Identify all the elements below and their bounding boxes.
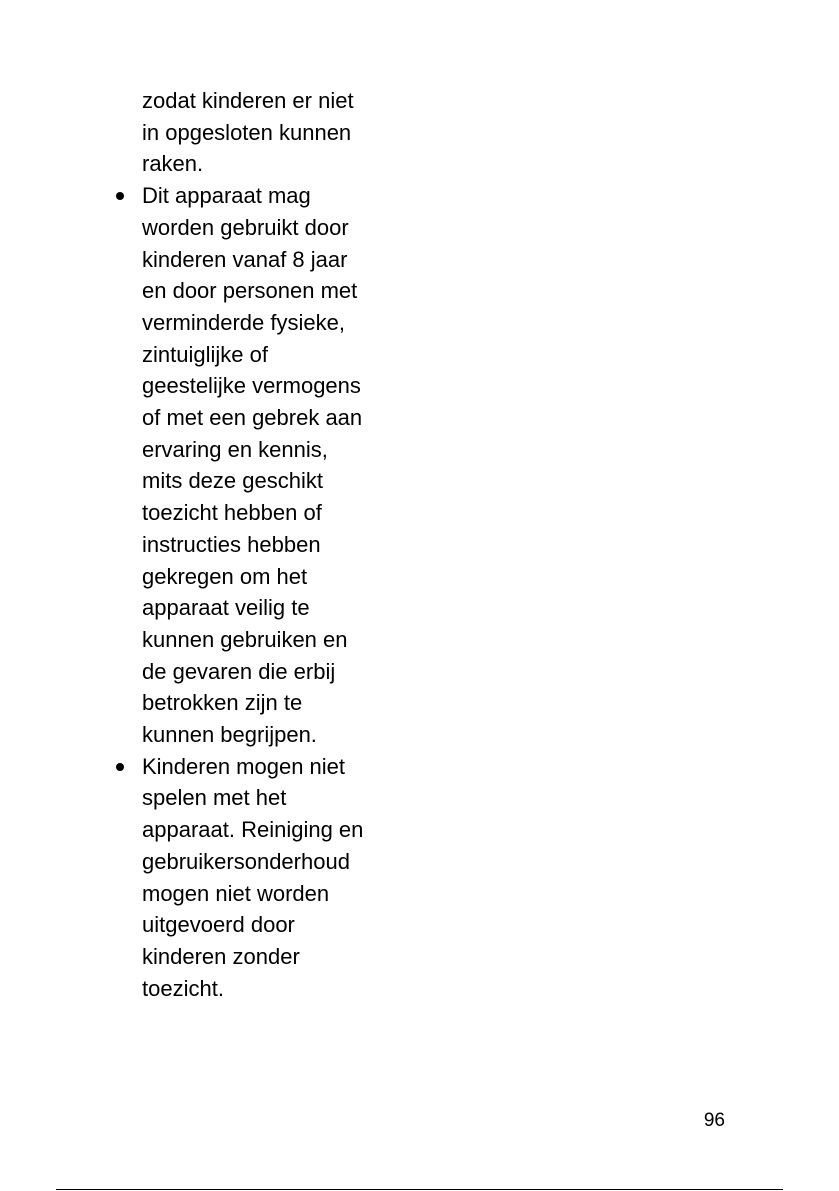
bullet-icon xyxy=(114,180,128,212)
text-line: gebruikersonderhoud xyxy=(142,848,350,874)
text-line: geestelijke vermogens xyxy=(142,373,361,399)
text-line: worden gebruikt door xyxy=(142,214,349,240)
text-line: apparaat. Reiniging en xyxy=(142,817,364,843)
text-line: kunnen gebruiken en xyxy=(142,626,348,652)
text-line: of met een gebrek aan xyxy=(142,405,363,431)
text-line: zintuiglijke of xyxy=(142,341,268,367)
text-line: toezicht hebben of xyxy=(142,500,322,526)
text-line: ervaring en kennis, xyxy=(142,436,328,462)
text-line: Dit apparaat mag xyxy=(142,183,311,209)
text-line: mits deze geschikt xyxy=(142,468,323,494)
text-line: kunnen begrijpen. xyxy=(142,722,317,748)
page-number: 96 xyxy=(703,1110,725,1131)
text-line: apparaat veilig te xyxy=(142,595,310,621)
text-line: gekregen om het xyxy=(142,563,308,589)
text-line: mogen niet worden xyxy=(142,880,330,906)
text-line: kinderen vanaf 8 jaar xyxy=(142,246,348,272)
bullet-item-supervision xyxy=(142,180,392,751)
safety-text-block xyxy=(142,85,392,1004)
text-line: verminderde fysieke, xyxy=(142,309,345,335)
footer-divider xyxy=(56,1189,783,1190)
bullet-icon xyxy=(114,751,128,783)
continuation-paragraph xyxy=(142,85,392,180)
text-line: zodat kinderen er niet xyxy=(142,88,354,113)
text-line: in opgesloten kunnen xyxy=(142,119,352,145)
text-line: en door personen met xyxy=(142,278,358,304)
text-line: instructies hebben xyxy=(142,531,321,557)
text-line: spelen met het xyxy=(142,785,287,811)
text-line: betrokken zijn te xyxy=(142,690,303,716)
bullet-item-children-play xyxy=(142,751,392,1005)
text-line: toezicht. xyxy=(142,975,224,1001)
text-line: de gevaren die erbij xyxy=(142,658,336,684)
text-line: kinderen zonder xyxy=(142,943,300,969)
text-line: raken. xyxy=(142,151,204,177)
text-line: uitgevoerd door xyxy=(142,912,295,938)
text-line: Kinderen mogen niet xyxy=(142,753,346,779)
